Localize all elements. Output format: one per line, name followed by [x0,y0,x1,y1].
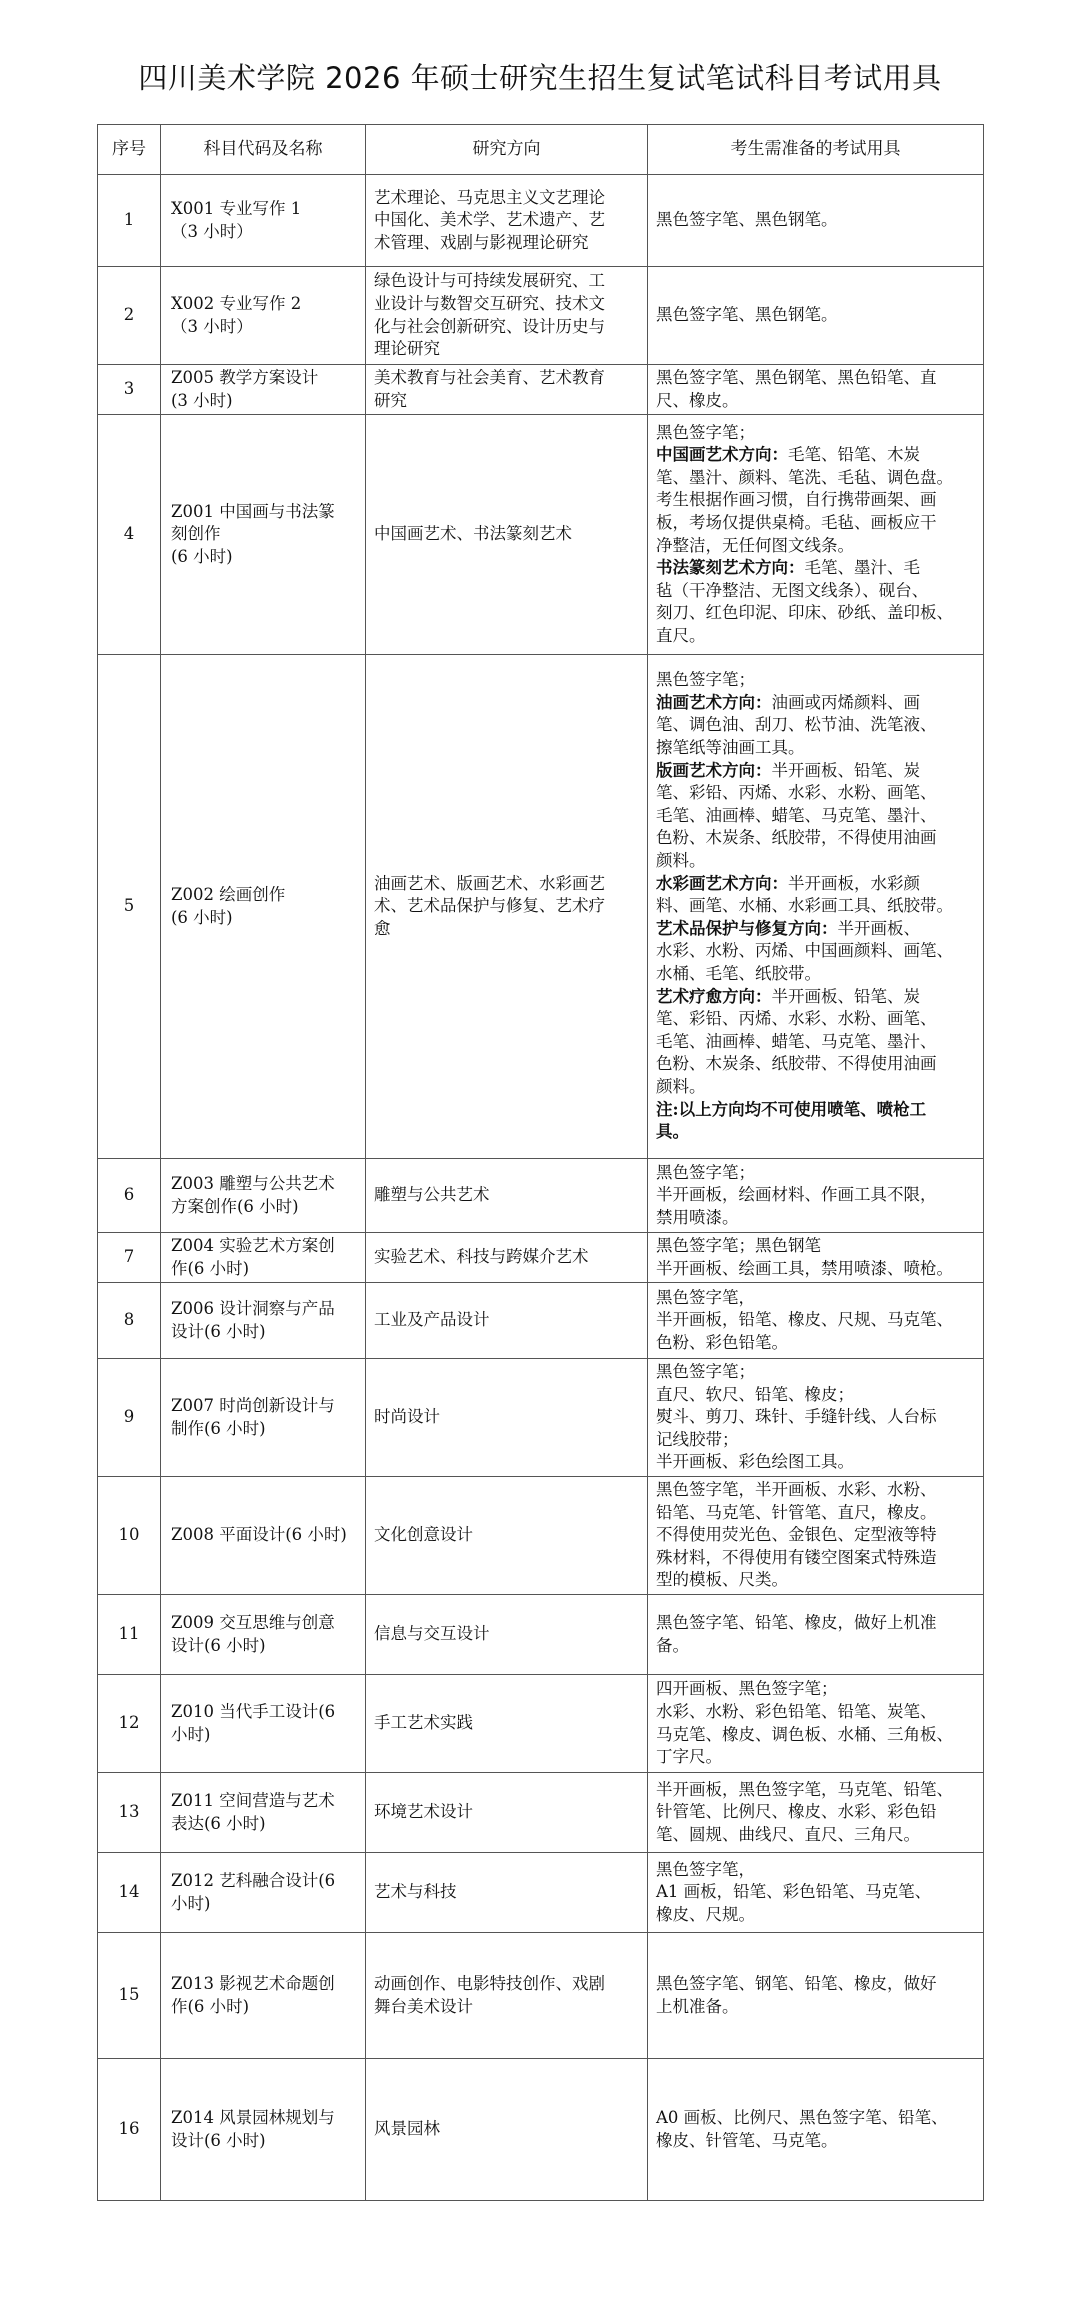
header-no: 序号 [98,125,161,175]
table-row [98,1233,984,1283]
subject-name-line: 制作(6 小时) [171,1418,266,1438]
tools-line [656,827,975,850]
subject-name-line: Z003 雕塑与公共艺术 [171,1173,335,1193]
table-row [98,1933,984,2059]
subject-name [161,267,366,365]
tools-text: 笔、彩铅、丙烯、水彩、水粉、画笔、 [656,783,937,803]
tools-direction-label: 具。 [656,1122,689,1142]
tools-text: 黑色签字笔； [656,1162,755,1182]
subject-name [161,655,366,1159]
tools-text: 直尺。 [656,625,706,645]
subject-name-line: Z002 绘画创作 [171,884,286,904]
subject-name-line: 表达(6 小时) [171,1813,266,1833]
research-direction-line: 化与社会创新研究、设计历史与 [374,316,605,336]
tools-line [656,782,975,805]
research-direction-line: 研究 [374,390,407,410]
table-row [98,267,984,365]
tools-line [656,390,975,413]
tools-line [656,444,975,467]
research-direction-line: 文化创意设计 [374,1525,473,1545]
tools-direction-label: 艺术疗愈方向： [656,986,772,1006]
tools-text: 水桶、毛笔、纸胶带。 [656,963,821,983]
tools-line [656,1502,975,1525]
table-row [98,175,984,267]
row-number: 15 [98,1933,161,2059]
tools-text: 橡皮、尺规。 [656,1904,755,1924]
table-row [98,1477,984,1595]
tools-line [656,1121,975,1144]
tools-line [656,1162,975,1185]
tools-line [656,1678,975,1701]
header-subject: 科目代码及名称 [161,125,366,175]
research-direction-line: 愈 [374,918,391,938]
tools-text: 色粉、彩色铅笔。 [656,1332,788,1352]
research-direction [366,1233,648,1283]
tools-line [656,1406,975,1429]
subject-name [161,1159,366,1233]
tools-text: A1 画板，铅笔、彩色铅笔、马克笔、 [656,1882,932,1902]
subject-name [161,1477,366,1595]
research-direction [366,1853,648,1933]
research-direction [366,267,648,365]
tools-text: A0 画板、比例尺、黑色签字笔、铅笔、 [656,2107,948,2127]
research-direction [366,415,648,655]
subject-name-line: Z005 教学方案设计 [171,367,319,387]
page-title: 四川美术学院 2026 年硕士研究生招生复试笔试科目考试用具 [138,61,942,95]
tools-line [656,986,975,1009]
tools-line [656,850,975,873]
subject-name-line: （3 小时） [171,221,253,241]
required-tools [648,1933,984,2059]
tools-text: 笔、墨汁、颜料、笔洗、毛毡、调色盘。 [656,467,953,487]
subject-name [161,415,366,655]
research-direction [366,1773,648,1853]
tools-line [656,602,975,625]
tools-direction-label: 艺术品保护与修复方向： [656,918,838,938]
research-direction [366,1477,648,1595]
row-number: 11 [98,1595,161,1675]
tools-line [656,1258,975,1281]
subject-name [161,1933,366,2059]
table-row [98,2059,984,2201]
row-number: 6 [98,1159,161,1233]
table-row [98,1853,984,1933]
tools-line [656,1008,975,1031]
required-tools [648,1283,984,1359]
tools-line [656,1612,975,1635]
table-row [98,1595,984,1675]
required-tools [648,415,984,655]
research-direction-line: 舞台美术设计 [374,1996,473,2016]
table-row [98,1359,984,1477]
research-direction [366,1159,648,1233]
tools-line [656,1904,975,1927]
subject-name-line: 设计(6 小时) [171,1321,266,1341]
subject-name-line: (6 小时) [171,546,233,566]
research-direction-line: 实验艺术、科技与跨媒介艺术 [374,1247,589,1267]
subject-name-line: Z004 实验艺术方案创 [171,1235,335,1255]
subject-name [161,175,366,267]
table-row [98,1773,984,1853]
tools-text: 熨斗、剪刀、珠针、手缝针线、人台标 [656,1407,937,1427]
table-row [98,655,984,1159]
tools-line [656,2107,975,2130]
tools-text: 水彩、水粉、彩色铅笔、铅笔、炭笔、 [656,1701,937,1721]
tools-text: 铅笔、马克笔、针管笔、直尺，橡皮。 [656,1502,937,1522]
research-direction-line: 风景园林 [374,2119,440,2139]
research-direction-line: 动画创作、电影特技创作、戏剧 [374,1973,605,1993]
tools-text: 料、画笔、水桶、水彩画工具、纸胶带。 [656,896,953,916]
tools-line [656,1724,975,1747]
research-direction-line: 中国化、美术学、艺术遗产、艺 [374,210,605,230]
required-tools [648,655,984,1159]
tools-line [656,512,975,535]
required-tools [648,1773,984,1853]
tools-line [656,692,975,715]
subject-name-line: 刻创作 [171,524,221,544]
tools-line [656,737,975,760]
tools-line [656,535,975,558]
tools-text: 油画或丙烯颜料、画 [771,692,920,712]
tools-text: 黑色签字笔、黑色钢笔、黑色铅笔、直 [656,367,937,387]
subject-name-line: (6 小时) [171,907,233,927]
tools-text: 刻刀、红色印泥、印床、砂纸、盖印板、 [656,603,953,623]
tools-direction-label: 中国画艺术方向： [656,445,788,465]
subject-name-line: Z008 平面设计(6 小时) [171,1525,347,1545]
tools-text: 直尺、软尺、铅笔、橡皮； [656,1384,854,1404]
tools-line [656,1332,975,1355]
tools-line [656,1031,975,1054]
row-number: 3 [98,365,161,415]
tools-line [656,580,975,603]
required-tools [648,267,984,365]
required-tools [648,175,984,267]
tools-text: 半开画板，水彩颜 [788,873,920,893]
row-number: 1 [98,175,161,267]
tools-text: 色粉、木炭条、纸胶带，不得使用油画 [656,828,937,848]
tools-line [656,1635,975,1658]
tools-line [656,489,975,512]
tools-line [656,1451,975,1474]
research-direction [366,1675,648,1773]
tools-direction-label: 注:以上方向均不可使用喷笔、喷枪工 [656,1099,927,1119]
tools-text: 水彩、水粉、丙烯、中国画颜料、画笔、 [656,941,953,961]
tools-text: 毡（干净整洁、无图文线条）、砚台、 [656,580,929,600]
tools-line [656,1099,975,1122]
tools-line [656,1429,975,1452]
header-tools: 考生需准备的考试用具 [648,125,984,175]
subject-name-line: 小时) [171,1893,211,1913]
tools-text: 四开画板、黑色签字笔； [656,1679,838,1699]
tools-line [656,760,975,783]
tools-line [656,1053,975,1076]
research-direction-line: 工业及产品设计 [374,1310,490,1330]
tools-text: 半开画板、 [837,918,920,938]
tools-line [656,1996,975,2019]
tools-line [656,1361,975,1384]
tools-text: 针管笔、比例尺、橡皮、水彩、彩色铅 [656,1802,937,1822]
tools-text: 黑色签字笔；黑色钢笔 [656,1235,821,1255]
research-direction-line: 手工艺术实践 [374,1713,473,1733]
row-number: 8 [98,1283,161,1359]
subject-name-line: 设计(6 小时) [171,2130,266,2150]
subject-name [161,1595,366,1675]
research-direction-line: 美术教育与社会美育、艺术教育 [374,367,605,387]
tools-line [656,963,975,986]
tools-line [656,1287,975,1310]
subject-name-line: Z006 设计洞察与产品 [171,1298,335,1318]
tools-text: 黑色签字笔； [656,670,755,690]
tools-text: 颜料。 [656,851,706,871]
research-direction-line: 绿色设计与可持续发展研究、工 [374,271,605,291]
research-direction [366,1359,648,1477]
tools-line [656,557,975,580]
header-direction: 研究方向 [366,125,648,175]
subject-name-line: 作(6 小时) [171,1258,250,1278]
tools-line [656,1235,975,1258]
tools-direction-label: 油画艺术方向： [656,692,772,712]
tools-text: 黑色签字笔、铅笔、橡皮，做好上机准 [656,1612,937,1632]
required-tools [648,1233,984,1283]
row-number: 5 [98,655,161,1159]
row-number: 13 [98,1773,161,1853]
row-number: 10 [98,1477,161,1595]
table-header-row [98,125,984,175]
subject-name-line: X001 专业写作 1 [171,198,302,218]
required-tools [648,1595,984,1675]
subject-name [161,365,366,415]
table-body [98,175,984,2201]
tools-text: 笔、彩铅、丙烯、水彩、水粉、画笔、 [656,1009,937,1029]
row-number: 16 [98,2059,161,2201]
tools-line [656,873,975,896]
research-direction-line: 时尚设计 [374,1407,440,1427]
tools-text: 色粉、木炭条、纸胶带、不得使用油画 [656,1054,937,1074]
tools-text: 考生根据作画习惯，自行携带画架、画 [656,490,937,510]
tools-text: 黑色签字笔， [656,1859,755,1879]
tools-text: 毛笔、墨汁、毛 [804,558,920,578]
research-direction-line: 艺术理论、马克思主义文艺理论 [374,187,605,207]
tools-text: 擦笔纸等油画工具。 [656,738,805,758]
required-tools [648,1853,984,1933]
subject-name-line: 作(6 小时) [171,1996,250,2016]
tools-line [656,1746,975,1769]
tools-text: 板，考场仅提供桌椅。毛毡、画板应干 [656,512,937,532]
required-tools [648,1359,984,1477]
subject-name [161,1283,366,1359]
tools-text: 黑色签字笔、黑色钢笔。 [656,305,838,325]
tools-line [656,1779,975,1802]
tools-line [656,1973,975,1996]
subject-name-line: 设计(6 小时) [171,1635,266,1655]
tools-direction-label: 水彩画艺术方向： [656,873,788,893]
subject-name-line: Z010 当代手工设计(6 [171,1701,336,1721]
tools-text: 笔、调色油、刮刀、松节油、洗笔液、 [656,715,937,735]
tools-direction-label: 书法篆刻艺术方向： [656,558,805,578]
table-row [98,365,984,415]
research-direction-line: 中国画艺术、书法篆刻艺术 [374,524,572,544]
research-direction [366,1933,648,2059]
tools-text: 黑色签字笔， [656,1287,755,1307]
table-row [98,415,984,655]
subject-name-line: （3 小时） [171,316,253,336]
subject-name-line: 小时) [171,1724,211,1744]
required-tools [648,365,984,415]
row-number: 2 [98,267,161,365]
row-number: 12 [98,1675,161,1773]
tools-line [656,467,975,490]
tools-text: 半开画板、彩色绘图工具。 [656,1452,854,1472]
subject-name-line: Z007 时尚创新设计与 [171,1395,335,1415]
tools-line [656,1859,975,1882]
tools-line [656,1207,975,1230]
tools-text: 颜料。 [656,1076,706,1096]
tools-text: 禁用喷漆。 [656,1207,739,1227]
required-tools [648,1477,984,1595]
tools-line [656,1479,975,1502]
tools-line [656,1881,975,1904]
research-direction-line: 术管理、戏剧与影视理论研究 [374,232,589,252]
tools-text: 型的模板、尺类。 [656,1570,788,1590]
tools-line [656,367,975,390]
tools-text: 不得使用荧光色、金银色、定型液等特 [656,1525,937,1545]
required-tools [648,1675,984,1773]
research-direction-line: 信息与交互设计 [374,1624,490,1644]
subject-name [161,1853,366,1933]
tools-text: 黑色签字笔； [656,1362,755,1382]
tools-line [656,1701,975,1724]
subject-name [161,1675,366,1773]
subject-name [161,1233,366,1283]
subject-name-line: Z011 空间营造与艺术 [171,1790,335,1810]
subject-name-line: (3 小时) [171,390,233,410]
tools-text: 丁字尺。 [656,1747,722,1767]
tools-line [656,918,975,941]
tools-text: 半开画板、铅笔、炭 [771,986,920,1006]
table-row [98,1675,984,1773]
tools-text: 备。 [656,1635,689,1655]
tools-text: 橡皮、针管笔、马克笔。 [656,2130,838,2150]
tools-line [656,422,975,445]
tools-line [656,209,975,232]
research-direction [366,175,648,267]
research-direction-line: 术、艺术品保护与修复、艺术疗 [374,896,605,916]
tools-text: 毛笔、油画棒、蜡笔、马克笔、墨汁、 [656,805,937,825]
subject-name-line: Z013 影视艺术命题创 [171,1973,335,1993]
row-number: 4 [98,415,161,655]
tools-text: 黑色签字笔； [656,422,755,442]
tools-text: 黑色签字笔、黑色钢笔。 [656,210,838,230]
research-direction-line: 雕塑与公共艺术 [374,1185,490,1205]
research-direction [366,365,648,415]
tools-line [656,669,975,692]
research-direction-line: 业设计与数智交互研究、技术文 [374,293,605,313]
tools-text: 净整洁，无任何图文线条。 [656,535,854,555]
research-direction [366,655,648,1159]
tools-line [656,1184,975,1207]
subject-name [161,2059,366,2201]
tools-text: 马克笔、橡皮、调色板、水桶、三角板、 [656,1724,953,1744]
tools-line [656,805,975,828]
research-direction [366,1595,648,1675]
tools-text: 殊材料，不得使用有镂空图案式特殊造 [656,1547,937,1567]
subject-name-line: 方案创作(6 小时) [171,1196,299,1216]
tools-text: 黑色签字笔、钢笔、铅笔、橡皮，做好 [656,1973,937,1993]
subject-name-line: Z012 艺科融合设计(6 [171,1870,336,1890]
subject-name-line: X002 专业写作 2 [171,293,302,313]
tools-direction-label: 版画艺术方向： [656,760,772,780]
tools-line [656,1569,975,1592]
tools-line [656,1076,975,1099]
tools-line [656,940,975,963]
row-number: 7 [98,1233,161,1283]
tools-text: 毛笔、油画棒、蜡笔、马克笔、墨汁、 [656,1031,937,1051]
subject-name-line: Z014 风景园林规划与 [171,2107,335,2127]
subject-name [161,1773,366,1853]
required-tools [648,2059,984,2201]
tools-text: 记线胶带； [656,1429,739,1449]
tools-text: 笔、圆规、曲线尺、直尺、三角尺。 [656,1824,920,1844]
tools-line [656,625,975,648]
research-direction-line: 艺术与科技 [374,1882,457,1902]
tools-line [656,1524,975,1547]
row-number: 14 [98,1853,161,1933]
tools-line [656,1547,975,1570]
tools-line [656,1824,975,1847]
tools-text: 半开画板，铅笔、橡皮、尺规、马克笔、 [656,1310,953,1330]
tools-line [656,1801,975,1824]
tools-text: 黑色签字笔，半开画板、水彩、水粉、 [656,1480,937,1500]
tools-line [656,1384,975,1407]
subject-name-line: Z009 交互思维与创意 [171,1612,335,1632]
tools-text: 半开画板，黑色签字笔，马克笔、铅笔、 [656,1779,953,1799]
tools-line [656,2130,975,2153]
research-direction-line: 环境艺术设计 [374,1802,473,1822]
tools-text: 半开画板、铅笔、炭 [771,760,920,780]
subject-name [161,1359,366,1477]
exam-tools-table [97,124,984,2201]
table-row [98,1283,984,1359]
research-direction [366,2059,648,2201]
tools-text: 尺、橡皮。 [656,390,739,410]
required-tools [648,1159,984,1233]
subject-name-line: Z001 中国画与书法篆 [171,501,335,521]
tools-text: 毛笔、铅笔、木炭 [788,445,920,465]
tools-line [656,714,975,737]
tools-text: 半开画板，绘画材料、作画工具不限， [656,1185,937,1205]
research-direction-line: 油画艺术、版画艺术、水彩画艺 [374,873,605,893]
research-direction-line: 理论研究 [374,339,440,359]
row-number: 9 [98,1359,161,1477]
tools-line [656,304,975,327]
tools-text: 半开画板、绘画工具，禁用喷漆、喷枪。 [656,1258,953,1278]
tools-text: 上机准备。 [656,1996,739,2016]
tools-line [656,895,975,918]
tools-line [656,1309,975,1332]
table-row [98,1159,984,1233]
research-direction [366,1283,648,1359]
